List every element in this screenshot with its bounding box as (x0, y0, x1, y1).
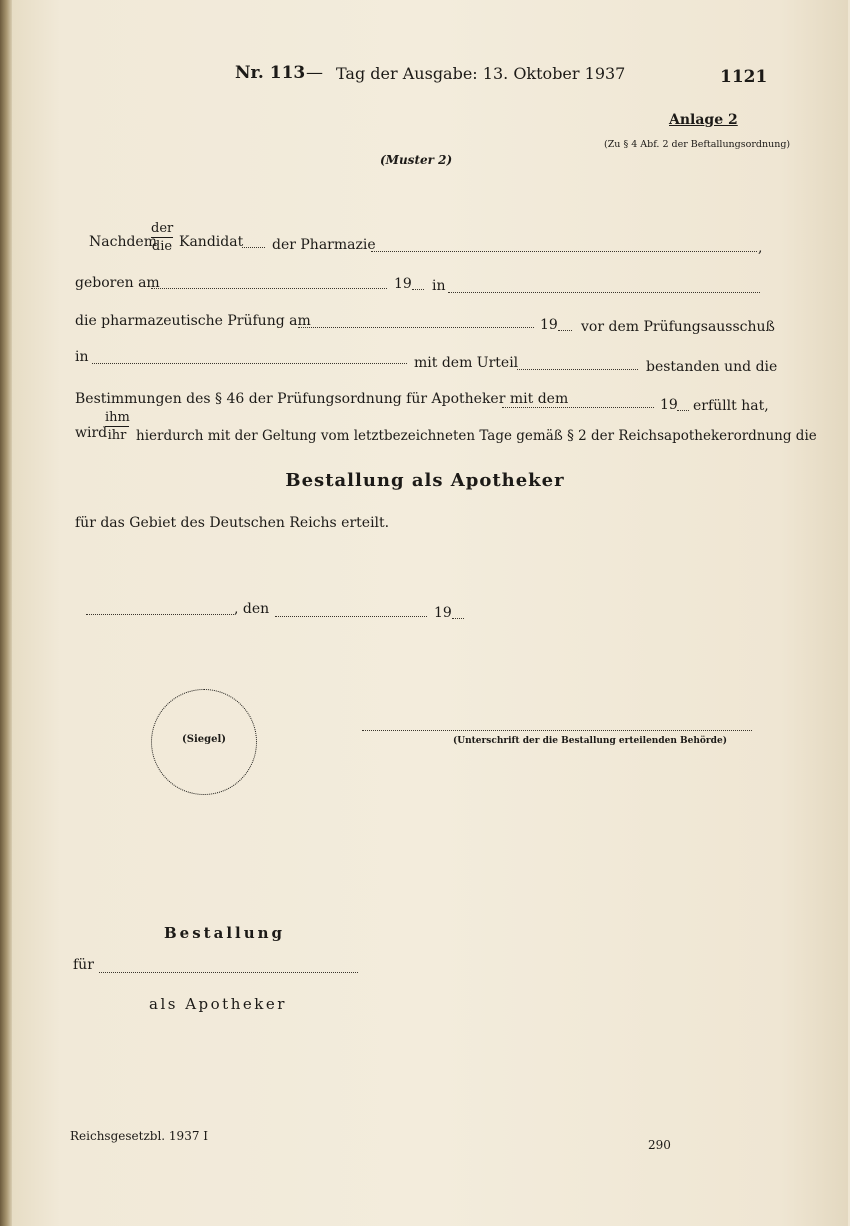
text-pruefungsausschuss: vor dem Prüfungsausschuß (581, 319, 775, 335)
cover-fuer: für (73, 957, 94, 973)
signature-caption: (Unterschrift der die Bestallung erteilenden Behörde) (453, 736, 727, 746)
blank-issue-date[interactable] (275, 616, 427, 617)
issue-date: Tag der Ausgabe: 13. Oktober 1937 (336, 64, 626, 83)
blank-exam-date[interactable] (298, 327, 534, 328)
text-den: , den (234, 601, 270, 617)
blank-fulfilled-date[interactable] (502, 407, 654, 408)
text-der-pharmazie: der Pharmazie (272, 237, 376, 253)
model-label: (Muster 2) (380, 153, 453, 167)
blank-issue-year[interactable] (452, 618, 464, 619)
blank-birth-date[interactable] (151, 288, 387, 289)
blank-exam-place[interactable] (92, 363, 407, 364)
seal-circle (151, 689, 257, 795)
blank-birth-place[interactable] (448, 292, 760, 293)
text-gebiet: für das Gebiet des Deutschen Reichs erteilt. (75, 515, 390, 531)
text-exam-year: 19 (540, 317, 558, 333)
cover-als-apotheker: als Apotheker (149, 995, 287, 1013)
fraction-ihr: ihr (107, 428, 127, 443)
blank-cover-name[interactable] (99, 972, 358, 973)
document-page (10, 0, 848, 1226)
text-nachdem: Nachdem (89, 234, 157, 250)
cover-title: Bestallung (164, 924, 286, 942)
seal-label: (Siegel) (182, 734, 226, 745)
text-hierdurch: hierdurch mit der Geltung vom letztbezeichneten Tage gemäß § 2 der Reichsapothekerordnung die (136, 428, 817, 444)
footer-source: Reichsgesetzbl. 1937 I (70, 1129, 209, 1143)
header-dash: — (306, 63, 323, 83)
annex-title: Anlage 2 (669, 112, 738, 128)
certificate-heading: Bestallung als Apotheker (285, 470, 565, 491)
text-wird: wird (75, 425, 108, 441)
text-comma: , (758, 240, 763, 256)
blank-issue-place[interactable] (86, 614, 234, 615)
text-issue-year: 19 (434, 605, 452, 621)
text-pruefung-am: die pharmazeutische Prüfung am (75, 313, 311, 329)
sheet-number: 290 (648, 1138, 671, 1152)
text-in: in (432, 278, 446, 294)
text-geboren-am: geboren am (75, 275, 160, 291)
text-in-2: in (75, 349, 89, 365)
annex-reference: (Zu § 4 Abf. 2 der Beftallungsordnung) (604, 139, 791, 150)
text-birth-year: 19 (394, 276, 412, 292)
text-bestimmungen: Bestimmungen des § 46 der Prüfungsordnung für Apotheker mit dem (75, 391, 569, 407)
blank-exam-year[interactable] (558, 330, 572, 331)
text-bestanden: bestanden und die (646, 359, 778, 375)
issue-number: Nr. 113 (235, 63, 306, 83)
signature-line[interactable] (362, 730, 752, 731)
text-mit-dem-urteil: mit dem Urteil (414, 355, 519, 371)
gender-fraction-der-die (151, 222, 173, 253)
text-erfuellt-hat: erfüllt hat, (693, 398, 769, 414)
gender-fraction-ihm-ihr (105, 411, 129, 442)
fraction-ihm: ihm (105, 410, 130, 425)
blank-birth-year[interactable] (412, 289, 424, 290)
fraction-der: der (151, 221, 174, 236)
fraction-die: die (151, 239, 173, 254)
blank-grade[interactable] (517, 369, 638, 370)
blank-kandidat-suffix[interactable] (242, 247, 265, 248)
blank-fulfilled-year[interactable] (677, 410, 689, 411)
text-kandidat: Kandidat (179, 234, 244, 250)
page-binding-edge (0, 0, 12, 1226)
page-number: 1121 (720, 67, 768, 87)
blank-candidate-name[interactable] (371, 251, 757, 252)
text-fulfilled-year: 19 (660, 397, 678, 413)
